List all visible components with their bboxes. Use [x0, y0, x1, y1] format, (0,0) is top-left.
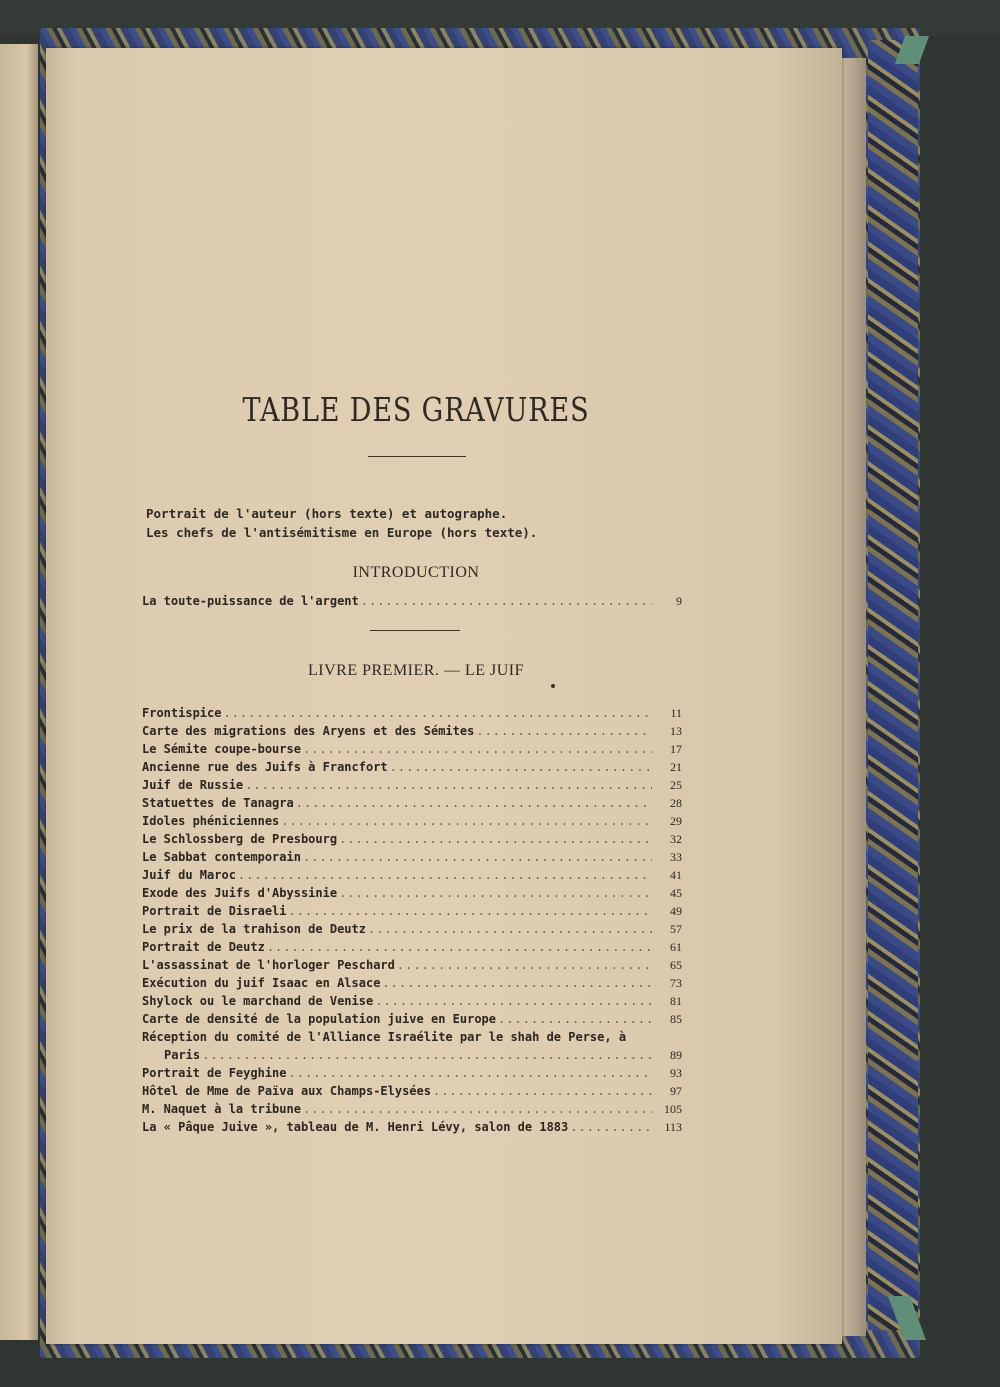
- toc-entry: [142, 742, 682, 760]
- toc-entry: [142, 832, 682, 850]
- toc-entry-label: Carte des migrations des Aryens et des Sémites: [142, 724, 475, 738]
- leader-dots: [245, 778, 652, 792]
- toc-entry: [142, 796, 682, 814]
- toc-introduction: [142, 594, 682, 612]
- toc-entry-label: Ancienne rue des Juifs à Francfort: [142, 760, 388, 774]
- section-rule: [370, 630, 460, 631]
- toc-entry-page: 93: [670, 1066, 682, 1080]
- toc-entry: [142, 814, 682, 832]
- leader-dots: [303, 742, 652, 756]
- marbled-cover-edge: [868, 40, 918, 1330]
- toc-livre-premier: [142, 706, 682, 1138]
- front-matter-line: Les chefs de l'antisémitisme en Europe (hors texte).: [146, 525, 538, 540]
- toc-entry-page: 89: [670, 1048, 682, 1062]
- leader-dots: [223, 706, 652, 720]
- toc-entry-page: 57: [670, 922, 682, 936]
- leader-dots: [281, 814, 652, 828]
- facing-page-edge: [0, 44, 38, 1340]
- toc-entry-label: Exode des Juifs d'Abyssinie: [142, 886, 338, 900]
- leader-dots: [289, 904, 653, 918]
- toc-entry: [142, 850, 682, 868]
- toc-entry-label: Statuettes de Tanagra: [142, 796, 294, 810]
- leader-dots: [375, 994, 652, 1008]
- toc-entry-page: 11: [670, 706, 682, 720]
- leader-dots: [303, 1102, 652, 1116]
- toc-entry: [142, 1120, 682, 1138]
- leader-dots: [433, 1084, 652, 1098]
- leader-dots: [202, 1048, 652, 1062]
- leader-dots: [368, 922, 652, 936]
- toc-entry-page: 61: [670, 940, 682, 954]
- toc-entry-page: 41: [670, 868, 682, 882]
- toc-entry-page: 32: [670, 832, 682, 846]
- toc-entry-label: L'assassinat de l'horloger Peschard: [142, 958, 395, 972]
- toc-entry: [142, 904, 682, 922]
- toc-entry-page: 73: [670, 976, 682, 990]
- toc-entry-page: 105: [664, 1102, 682, 1116]
- toc-entry-label: Paris: [164, 1048, 201, 1062]
- toc-entry-page: 9: [676, 594, 682, 608]
- leader-dots: [570, 1120, 652, 1134]
- toc-entry-page: 81: [670, 994, 682, 1008]
- toc-entry-label: Idoles phéniciennes: [142, 814, 280, 828]
- toc-entry: [142, 778, 682, 796]
- front-matter: [146, 504, 537, 542]
- leader-dots: [361, 594, 652, 608]
- toc-entry: [142, 868, 682, 886]
- toc-entry-line-2: [142, 1048, 682, 1066]
- toc-entry-label: Shylock ou le marchand de Venise: [142, 994, 374, 1008]
- toc-entry: [142, 940, 682, 958]
- toc-entry-label: Portrait de Disraeli: [142, 904, 287, 918]
- toc-entry-label: Frontispice: [142, 706, 222, 720]
- toc-entry-label: Exécution du juif Isaac en Alsace: [142, 976, 381, 990]
- toc-entry-label: La toute-puissance de l'argent: [142, 594, 359, 608]
- toc-entry-label: Portrait de Feyghine: [142, 1066, 287, 1080]
- toc-entry-line-1: [142, 1030, 682, 1048]
- leader-dots: [390, 760, 652, 774]
- toc-entry-label: La « Pâque Juive », tableau de M. Henri Lévy, salon de 1883: [142, 1120, 569, 1134]
- toc-entry-label: Le Schlossberg de Presbourg: [142, 832, 338, 846]
- title-rule: [368, 456, 466, 457]
- front-matter-line: Portrait de l'auteur (hors texte) et autographe.: [146, 506, 508, 521]
- toc-entry-label: Le Sémite coupe-bourse: [142, 742, 301, 756]
- leader-dots: [498, 1012, 652, 1026]
- leader-dots: [238, 868, 652, 882]
- toc-entry-page: 21: [670, 760, 682, 774]
- leader-dots: [339, 832, 652, 846]
- toc-entry-label: Portrait de Deutz: [142, 940, 265, 954]
- leader-dots: [476, 724, 652, 738]
- toc-entry-label: Le Sabbat contemporain: [142, 850, 301, 864]
- page-title: TABLE DES GRAVURES: [242, 390, 590, 429]
- leader-dots: [339, 886, 652, 900]
- toc-entry-page: 17: [670, 742, 682, 756]
- section-heading-livre-premier: LIVRE PREMIER. — LE JUIF: [308, 662, 524, 679]
- leader-dots: [296, 796, 652, 810]
- leader-dots: [382, 976, 652, 990]
- toc-entry-label: Réception du comité de l'Alliance Israélite par le shah de Perse, à: [142, 1030, 627, 1044]
- section-heading-introduction: INTRODUCTION: [352, 564, 480, 581]
- book-page: [46, 48, 842, 1344]
- toc-entry-page: 28: [670, 796, 682, 810]
- toc-entry-label: Juif du Maroc: [142, 868, 236, 882]
- toc-entry-page: 85: [670, 1012, 682, 1026]
- toc-entry-page: 97: [670, 1084, 682, 1098]
- toc-entry: [142, 760, 682, 778]
- toc-entry-label: Hôtel de Mme de Païva aux Champs-Elysées: [142, 1084, 431, 1098]
- toc-entry-label: Le prix de la trahison de Deutz: [142, 922, 366, 936]
- toc-entry: [142, 994, 682, 1012]
- toc-entry-label: Juif de Russie: [142, 778, 244, 792]
- toc-entry-label: Carte de densité de la population juive en Europe: [142, 1012, 497, 1026]
- toc-entry-page: 33: [670, 850, 682, 864]
- toc-entry: [142, 922, 682, 940]
- toc-entry: [142, 1012, 682, 1030]
- toc-entry: [142, 706, 682, 724]
- toc-entry-page: 13: [670, 724, 682, 738]
- toc-entry: [142, 594, 682, 612]
- leader-dots: [267, 940, 652, 954]
- toc-entry-page: 65: [670, 958, 682, 972]
- toc-entry: [142, 724, 682, 742]
- toc-entry: [142, 976, 682, 994]
- ink-speck: [551, 684, 555, 688]
- toc-entry: [142, 958, 682, 976]
- leader-dots: [289, 1066, 653, 1080]
- toc-entry-label: M. Naquet à la tribune: [142, 1102, 301, 1116]
- toc-entry-page: 25: [670, 778, 682, 792]
- toc-entry: [142, 886, 682, 904]
- leader-dots: [397, 958, 652, 972]
- toc-entry: [142, 1102, 682, 1120]
- toc-entry-page: 45: [670, 886, 682, 900]
- leader-dots: [303, 850, 652, 864]
- toc-entry-page: 113: [664, 1120, 682, 1134]
- toc-entry-page: 29: [670, 814, 682, 828]
- toc-entry-page: 49: [670, 904, 682, 918]
- toc-entry: [142, 1066, 682, 1084]
- toc-entry: [142, 1084, 682, 1102]
